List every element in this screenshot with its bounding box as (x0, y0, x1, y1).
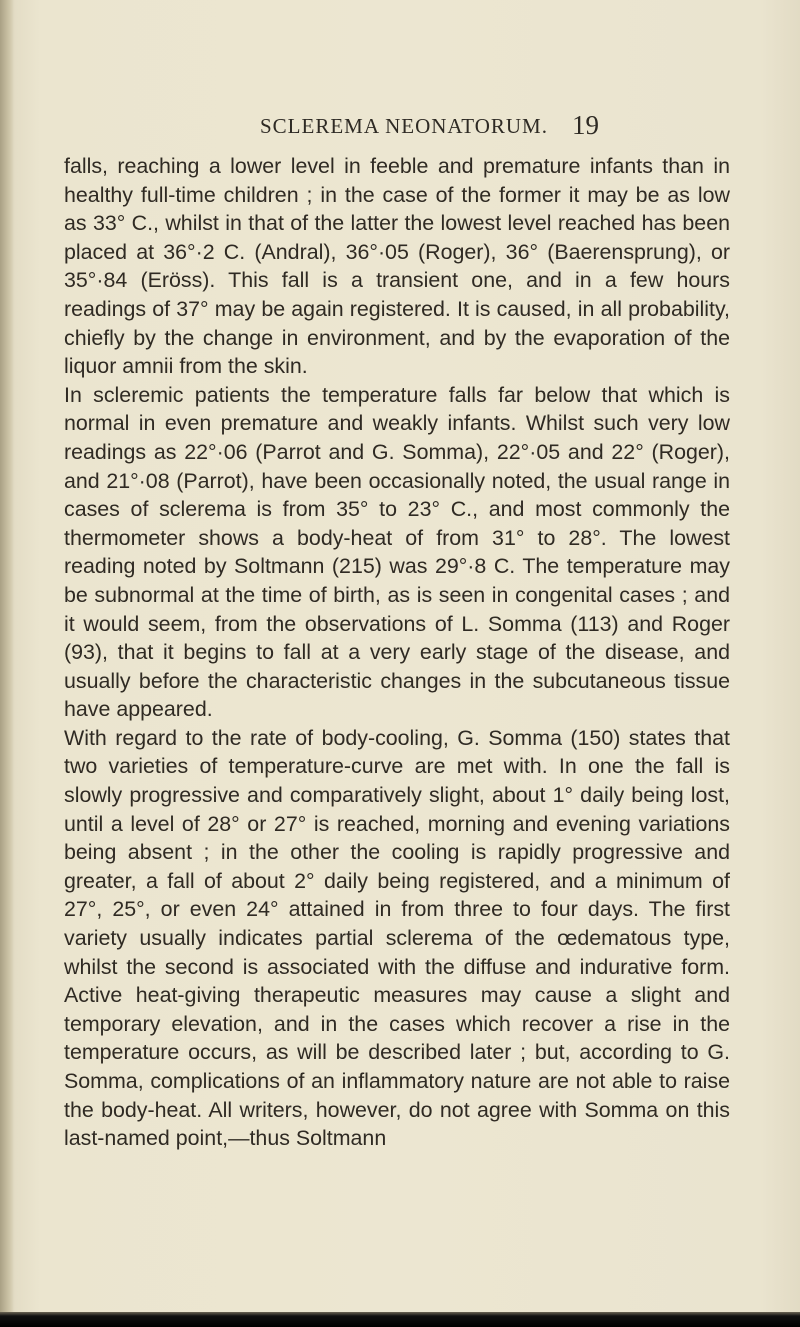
paragraph-continuation: falls, reaching a lower level in feeble and premature infants than in healthy full-time children ; in the case of the former it may be as low as 33° C., whilst in that of the latter the lowest level reached has been placed at 36°·2 C. (Andral), 36°·05 (Roger), 36° (Baerensprung), or 35°·84 (Eröss). This fall is a transient one, and in a few hours readings of 37° may be again registered. It is caused, in all probability, chiefly by the change in environment, and by the evaporation of the liquor amnii from the skin. (64, 154, 730, 379)
page-number: 19 (572, 110, 599, 140)
body-text (64, 152, 730, 1153)
binding-shadow (0, 0, 14, 1327)
paragraph-scleremic-temperature: In scleremic patients the temperature falls far below that which is normal in even premature and weakly infants. Whilst such very low readings as 22°·06 (Parrot and G. Somma), 22°·05 and 22° (Roger), and 21°·08 (Parrot), have been occasionally noted, the usual range in cases of sclerema is from 35° to 23° C., and most commonly the thermometer shows a body-heat of from 31° to 28°. The lowest reading noted by Soltmann (215) was 29°·8 C. The temperature may be subnormal at the time of birth, as is seen in congenital cases ; and it would seem, from the observations of L. Somma (113) and Roger (93), that it begins to fall at a very early stage of the disease, and usually before the characteristic changes in the subcutaneous tissue have appeared. (64, 382, 730, 722)
page-header (0, 110, 800, 144)
paragraph-body-cooling-rate: With regard to the rate of body-cooling, G. Somma (150) states that two varieties of temperature-curve are met with. In one the fall is slowly progressive and comparatively slight, about 1° daily being lost, until a level of 28° or 27° is reached, morning and evening variations being absent ; in the other the cooling is rapidly progressive and greater, a fall of about 2° daily being registered, and a minimum of 27°, 25°, or even 24° attained in from three to four days. The first variety usually indicates partial sclerema of the œdematous type, whilst the second is associated with the diffuse and indurative form. Active heat-giving therapeutic measures may cause a slight and temporary elevation, and in the cases which recover a rise in the temperature occurs, as will be described later ; but, according to G. Somma, complications of an inflammatory nature are not able to raise the body-heat. All writers, however, do not agree with Somma on this last-named point,—thus Soltmann (64, 725, 730, 1151)
bottom-edge-shadow (0, 1312, 800, 1327)
running-title: SCLEREMA NEONATORUM. (260, 114, 548, 138)
